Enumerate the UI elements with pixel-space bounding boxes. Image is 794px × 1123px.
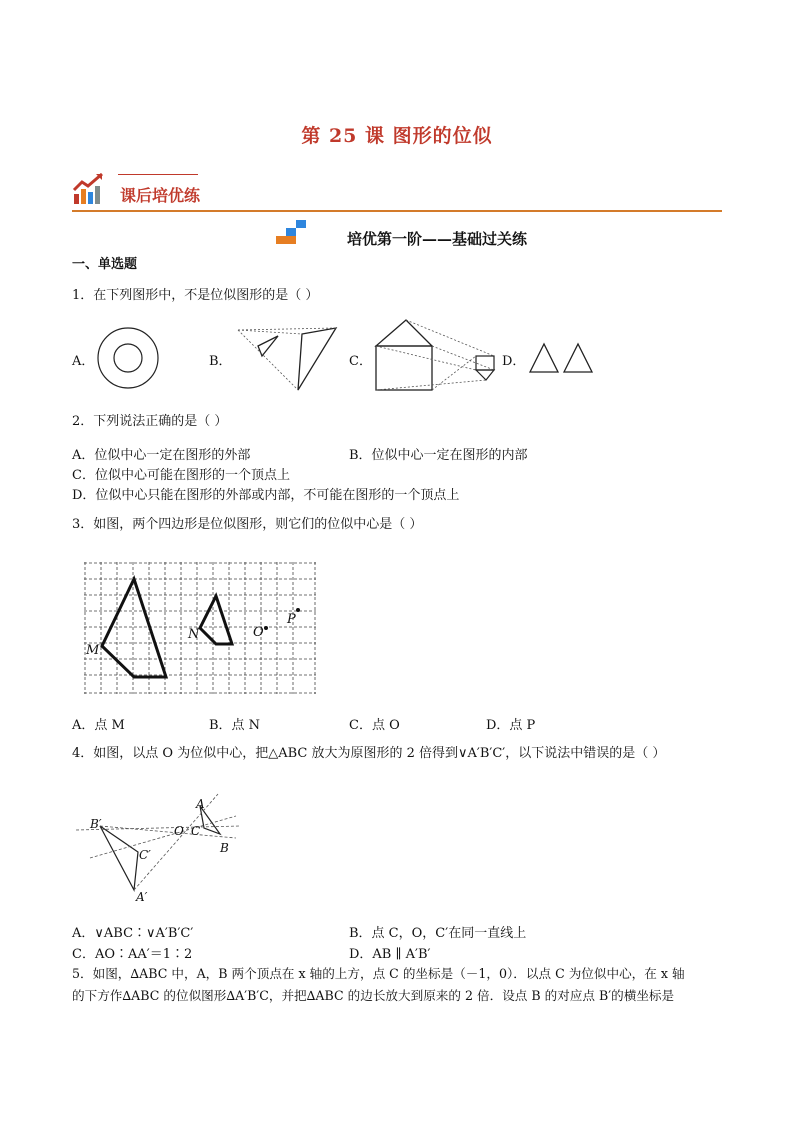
q3-label-p: P <box>287 612 296 627</box>
q1-figure-a-rings <box>96 326 160 390</box>
q4-label-b2: B′ <box>90 817 102 831</box>
q1-option-a-label: A． <box>72 354 95 369</box>
q2-option-d: D．位似中心只能在图形的外部或内部，不可能在图形的一个顶点上 <box>72 488 460 503</box>
stage-title: 培优第一阶——基础过关练 <box>346 230 527 248</box>
q1-option-b-label: B． <box>209 354 232 369</box>
q3-grid-figure <box>84 562 318 696</box>
q3-option-a: A．点 M <box>72 718 125 733</box>
page-title: 第 25 课 图形的位似 <box>301 125 493 147</box>
q3-label-o: O <box>253 625 264 640</box>
q4-label-c: C <box>191 824 201 838</box>
q4-option-d: D．AB ∥ A′B′ <box>349 947 431 962</box>
q2-option-b: B．位似中心一定在图形的内部 <box>349 448 528 463</box>
q4-label-o: O <box>174 824 184 838</box>
section-top-rule <box>118 174 198 175</box>
q2-option-c: C．位似中心可能在图形的一个顶点上 <box>72 468 290 483</box>
q1-option-c-label: C． <box>349 354 372 369</box>
q2-option-a: A．位似中心一定在图形的外部 <box>72 448 251 463</box>
q3-option-b: B．点 N <box>209 718 261 733</box>
q3-option-d: D．点 P <box>486 718 536 733</box>
q2-stem: 2．下列说法正确的是（ ） <box>72 414 228 429</box>
q4-option-b: B．点 C，O，C′在同一直线上 <box>349 926 527 941</box>
section-label: 课后培优练 <box>120 186 201 205</box>
q1-figure-d-triangles <box>528 340 594 376</box>
q3-label-n: N <box>188 627 200 642</box>
q1-figure-c-houses <box>372 318 498 394</box>
part-heading: 一、单选题 <box>72 257 138 272</box>
q3-stem: 3．如图，两个四边形是位似图形，则它们的位似中心是（ ） <box>72 517 423 532</box>
q1-figure-b-triangles <box>232 324 342 394</box>
q4-label-b: B <box>220 841 229 855</box>
q5-line-2: 的下方作∆ABC 的位似图形∆A′B′C，并把∆ABC 的边长放大到原来的 2 倍．设点 B 的对应点 B′的横坐标是 <box>72 988 675 1003</box>
q1-stem: 1．在下列图形中，不是位似图形的是（ ） <box>72 288 319 303</box>
q5-line-1: 5．如图，∆ABC 中，A，B 两个顶点在 x 轴的上方，点 C 的坐标是（－1，0）．以点 C 为位似中心，在 x 轴 <box>72 966 685 981</box>
q3-label-m: M <box>86 643 100 658</box>
q3-option-c: C．点 O <box>349 718 400 733</box>
q4-stem: 4．如图，以点 O 为位似中心，把△ABC 放大为原图形的 2 倍得到∨A′B′C′，以下说法中错误的是（ ） <box>72 746 666 761</box>
trend-chart-icon <box>72 172 106 206</box>
q4-label-a2: A′ <box>136 890 148 904</box>
q4-label-c2: C′ <box>139 848 151 862</box>
q1-option-d-label: D． <box>502 354 526 369</box>
q4-option-a: A．∨ABC∶∨A′B′C′ <box>72 926 194 941</box>
section-divider <box>72 210 722 212</box>
q4-label-a: A <box>196 797 205 811</box>
q4-option-c: C．AO∶AA′＝1∶2 <box>72 947 193 962</box>
